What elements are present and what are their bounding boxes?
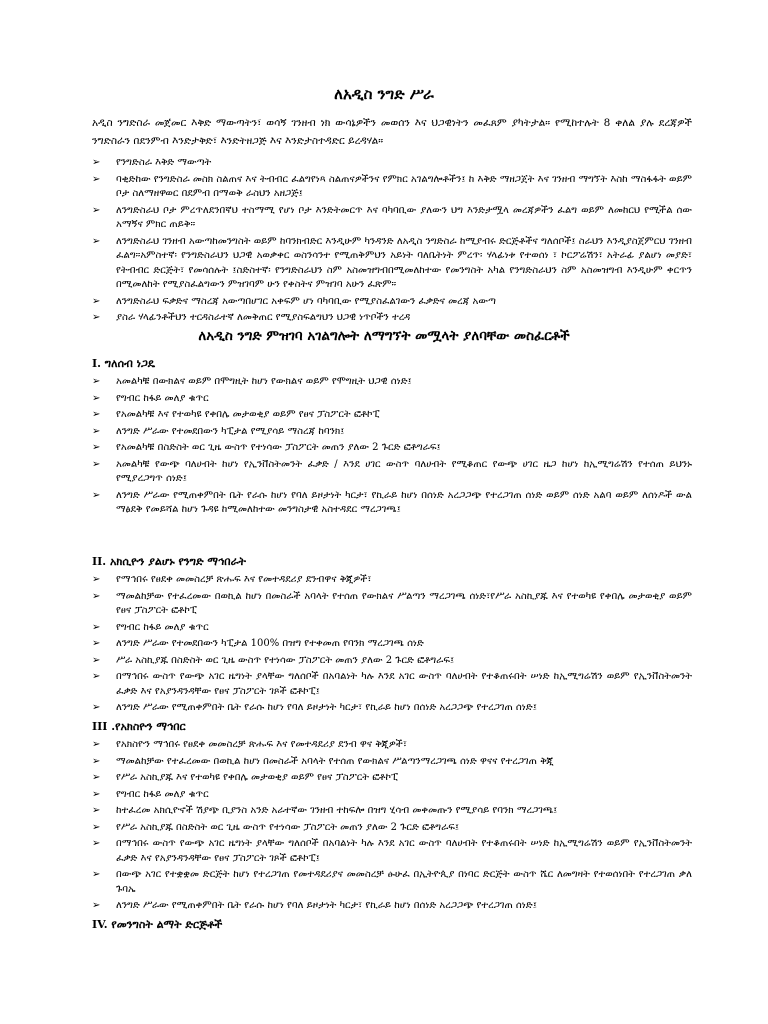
list-item: ➢ ለንግድ ሥራው የተመደበውን ካፒታል የሚያሳይ ማስረጃ ከባንክ፤ [92, 425, 692, 440]
document-title: ለአዲስ ንግድ ሥራ [334, 85, 434, 103]
list-item: ➢ የአመልካቹ እና የተወካዩ የቀበሌ መታወቂያ ወይም የፀና ፓስፖርት ፎቶኮፒ [92, 408, 692, 423]
section-list [92, 375, 692, 520]
arrow-bullet-icon: ➢ [92, 702, 101, 713]
arrow-bullet-icon: ➢ [92, 788, 101, 800]
arrow-bullet-icon: ➢ [92, 739, 101, 750]
arrow-bullet-icon: ➢ [92, 821, 101, 833]
arrow-bullet-icon: ➢ [92, 425, 101, 437]
list-item: ➢ የግብር ከፋይ መለያ ቁጥር [92, 392, 692, 407]
arrow-bullet-icon: ➢ [92, 312, 101, 323]
requirements-title: ለአዲስ ንግድ ምዝገባ አገልግሎት ለማግኘት መሟላት ያለባቸው መስፈርቶች [198, 328, 570, 344]
list-item: ➢ ማመልከቻው የተፈረመው በወኪል ከሆነ በመስራች አባላት የተሰጠ የውክልና ሥልጣንማረጋገጫ ሰነድ ዋናና የተረጋገጠ ቅጂ [92, 755, 692, 770]
list-item: ➢ ያስራ ሃላፊንቶችህን ተርዳስራተኛ ለመቅጠር የሚያስፍልግህን ህጋዊ ነጥቦችን ተረዳ [92, 311, 692, 326]
arrow-bullet-icon: ➢ [92, 458, 101, 470]
list-item: ➢ የግብር ከፋይ መለያ ቁጥር [92, 621, 692, 636]
list-item: ➢ የግብር ከፋይ መለያ ቁጥር [92, 788, 692, 803]
section-heading: III .የአክስዮን ማኅበር [92, 720, 186, 733]
list-item: ➢ ለንግድ ሥራው የሚጠቀምበት ቤት የራሱ ከሆነ የባለ ይዞታነት ካርታ፣ የኪራይ ከሆነ በሰነድ አረጋጋጭ የተረጋገጠ ሰነድ፤ [92, 899, 692, 914]
arrow-bullet-icon: ➢ [92, 204, 101, 216]
arrow-bullet-icon: ➢ [92, 574, 101, 585]
arrow-bullet-icon: ➢ [92, 838, 101, 849]
arrow-bullet-icon: ➢ [92, 805, 101, 816]
arrow-bullet-icon: ➢ [92, 900, 101, 911]
arrow-bullet-icon: ➢ [92, 376, 101, 387]
list-item: ➢ ከተፈረመ አክሲዮኖች ሽያጭ ቢያንስ አንድ አራተኛው ገንዘብ ተከፍሎ በዝግ ሂሳብ መቀመጡን የሚያሳይ የባንክ ማረጋገጫ፤ [92, 804, 692, 819]
list-item: ➢ ለንግድ ሥራው የሚጠቀምበት ቤት የራሱ ከሆነ የባለ ይዞታነት ካርታ፣ የኪራይ ከሆነ በሰነድ አረጋጋጭ የተረጋገጠ ሰነድ ወይም ሰነድ አልባ ወይም ለሰነዶች ውል ማፅደቅ የመይሻል ከሆነ ጉዳዩ ከሚመለከተው መንግስታዊ አስተዳደር ማረጋገጫ፤ [92, 489, 692, 515]
arrow-bullet-icon: ➢ [92, 392, 101, 404]
list-item: ➢ ማመልከቻው የተፈረመው በወኪል ከሆነ በመስራች አባላት የተሰጠ የውክልና ሥልጣን ማረጋገጫ ሰነድ፣የሥራ አስኪያጁ እና የተወካዩ የቀበሌ መታወቂያ ወይም የፀና ፓስፖርት ፎቶኮፒ [92, 590, 692, 616]
list-item: ➢ በማኅበሩ ውስጥ የውጭ አገር ዜግነት ያላቸው ግለሰቦች በአባልነት ካሉ እንደ አገር ውስጥ ባለሀብት የተቆጠሩበት ሠነድ ከኢሚግሬሽን ወይም የኢንቨስትመንት ፈቃድ እና የአያንዳንዳቸው የፀና ፓስፖርት ገጾች ፎቶኮፒ፤ [92, 838, 692, 864]
list-item: ➢ ለንግድስራህ ፍቃድና ማስረጃ አውጣበሆገር አቀፍም ሆነ ባካባቢው የሚያስፈልገውን ፈቃድና መረጃ አውጣ [92, 295, 692, 310]
arrow-bullet-icon: ➢ [92, 654, 101, 666]
list-item: ➢ አመልካቹ የውጭ ባለሀብት ከሆነ የኢንቨስትመንት ፈቃድ / እንደ ሀገር ውስጥ ባለሀብት የሚቆጠር የውጭ ሀገር ዜጋ ከሆነ ከኢሚግሬሽን የተሰጠ ይህንኑ የሚያረጋግጥ ሰነድ፤ [92, 458, 692, 484]
list-item: ➢ የሥራ አስኪያጁ እና የተወካዩ የቀበሌ መታወቂያ ወይም የፀና ፓስፖርት ፎቶኮፒ [92, 771, 692, 786]
list-item: ➢ የማኅበሩ የፀደቀ መመስረቻ ጽሑፍ እና የመተዳደሪያ ደንብዋና ቅጂዎች፣ [92, 573, 692, 588]
section-heading: I. ግለሰብ ነጋዴ [92, 357, 156, 370]
list-item: ➢ ለንግድስራህ ገንዘብ አውጣከመንግስት ወይም ከባንክብድር እንዲሁም ካንዳንድ ለአዲስ ንግድስራ ከሚያብሩ ድርጅቶችና ግለሰቦች፤ ስራህን እንዲያስጀምርህ ገንዘብ ፈልግ።አምስተኛ፡ የንግድስራህን ህጋዊ አወቃቀር ወስንሳንተ የሚጠቅምህን አይነት ባለቤትነት ምረጥ፡ ሃላፊነቱ የተወሰነ ፣ ኮርፖሬሽን፣ አትራፊ ያልሆነ መያድ፣ የትብብር ድርጅት፣ የመሳሰሉት ፤ስድስተኛ፡ የንግድስራህን ስም አስመዝግብበሚመለከተው የመንግስት አካል የንግድስራህን ስም አስመዝግብ እንዲሁም ቀርጥን በሚመለከት የሚያስፈልግውን ምዝገባም ሁን የቀስትና ምዝገባ አሁን ፈጽም። [92, 235, 692, 290]
arrow-bullet-icon: ➢ [92, 235, 101, 247]
intro-paragraph: አዲስ ንግድስራ መጀመር እቅድ ማውጣትን፣ ወሳኝ ገንዘብ ነክ ውሳኔዎችን መወሰን እና ህጋዊነትን መፈጸም ያካትታል። የሚከተሉት 8 ቀለል ያሉ ደረጃዎች ንግድስራን በደንምብ እንድታቅድ፣ እንድትዘጋጅ እና እንድታስተዳድር ይረዳሃል። [92, 117, 692, 147]
arrow-bullet-icon: ➢ [92, 489, 101, 501]
list-item: ➢ ሥራ አስኪያጁ በስድስት ወር ጊዜ ውስጥ የተነሳው ፓስፖርት መጠን ያለው 2 ጉርድ ፎቶግራፍ፤ [92, 654, 692, 669]
list-item: ➢ የአመልካቹ በስድስት ወር ጊዜ ውስጥ የተነሳው ፓስፖርት መጠን ያለው 2 ጉርድ ፎቶግራፍ፤ [92, 441, 692, 456]
arrow-bullet-icon: ➢ [92, 772, 101, 783]
section-list [92, 738, 692, 916]
arrow-bullet-icon: ➢ [92, 638, 101, 649]
arrow-bullet-icon: ➢ [92, 590, 101, 602]
list-item: ➢ የንግድስራ እቅድ ማውጣት [92, 156, 692, 171]
list-item: ➢ ባቂድከው የንግድስራ መስክ ስልጠና እና ትብብር ፈልግየነጻ ስልጠናዎችንና የምክር አገልግሎቶችን፤ ከ እቅድ ማዘጋጀት እና ገንዘብ ማግኘት እስከ ማስፋፋት ወይም ቦታ ስለማዘዋወር በደምብ በማወቅ ራስህን አዘጋጅ፤ [92, 173, 692, 199]
list-item: ➢ የሥራ አስኪያጁ በስድስት ወር ጊዜ ውስጥ የተነሳው ፓስፖርት መጠን ያለው 2 ጉርድ ፎቶግራፍ፤ [92, 821, 692, 836]
steps-list [92, 156, 692, 328]
list-item: ➢ አመልካቹ በውክልና ወይም በሞግዚት ከሆነ የውክልና ወይም የሞግዚት ህጋዊ ሰነድ፤ [92, 375, 692, 390]
list-item: ➢ ለንግድ ሥራው የተመደበውን ካፒታል 100% በዝግ የተቀመጠ የባንክ ማረጋገጫ ሰነድ [92, 637, 692, 652]
list-item: ➢ ለንግድስራህ ቦታ ምረጥለደንበኛህ ተስማሚ የሆነ ቦታ እንድትመርጥ እና ባካባቢው ያለውን ህግ እንድታሟላ መረጃዎችን ፈልግ ወይም ለመከርህ የሚችል ሰው አማኝና ምክር ጠይቅ። [92, 204, 692, 230]
section-heading: IV. የመንግስት ልማት ድርጅቶች [92, 918, 223, 931]
arrow-bullet-icon: ➢ [92, 671, 101, 682]
list-item: ➢ በውጭ አገር የተቋቋመ ድርጅት ከሆነ የተረጋገጠ የመተዳደሪያና መመስረቻ ፁሁፈ በኢትዮጲያ በነባር ድርጅት ውስጥ ሼር ለመግዛት የተወሰነበት የተረጋገጠ ቃለ ጉባኤ [92, 869, 692, 895]
section-list [92, 573, 692, 718]
list-item: ➢ ለንግድ ሥራው የሚጠቀምበት ቤት የራሱ ከሆነ የባለ ይዞታነት ካርታ፣ የኪራይ ከሆነ በሰነድ አረጋጋጭ የተረጋገጠ ሰነድ፤ [92, 701, 692, 716]
arrow-bullet-icon: ➢ [92, 755, 101, 767]
arrow-bullet-icon: ➢ [92, 621, 101, 633]
list-item: ➢ የአክስዮን ማኅበሩ የፀደቀ መመስረቻ ጽሑፍ እና የመተዳደሪያ ደንብ ዋና ቅጂዎች፣ [92, 738, 692, 753]
arrow-bullet-icon: ➢ [92, 295, 101, 307]
list-item: ➢ በማኅበሩ ውስጥ የውጭ አገር ዜግነት ያላቸው ግለሰቦች በአባልነት ካሉ እንደ አገር ውስጥ ባለሀብት የተቆጠሩበት ሠነድ ከኢሚግሬሽን ወይም የኢንቨስትመንት ፈቃድ እና የአያንዳንዳቸው የፀና ፓስፖርት ገጾች ፎቶኮፒ፤ [92, 671, 692, 697]
arrow-bullet-icon: ➢ [92, 157, 101, 168]
arrow-bullet-icon: ➢ [92, 869, 101, 880]
arrow-bullet-icon: ➢ [92, 173, 101, 185]
section-heading: II. አክሲዮን ያልሆኑ የንግድ ማኅበራት [92, 555, 246, 568]
arrow-bullet-icon: ➢ [92, 442, 101, 453]
arrow-bullet-icon: ➢ [92, 409, 101, 420]
